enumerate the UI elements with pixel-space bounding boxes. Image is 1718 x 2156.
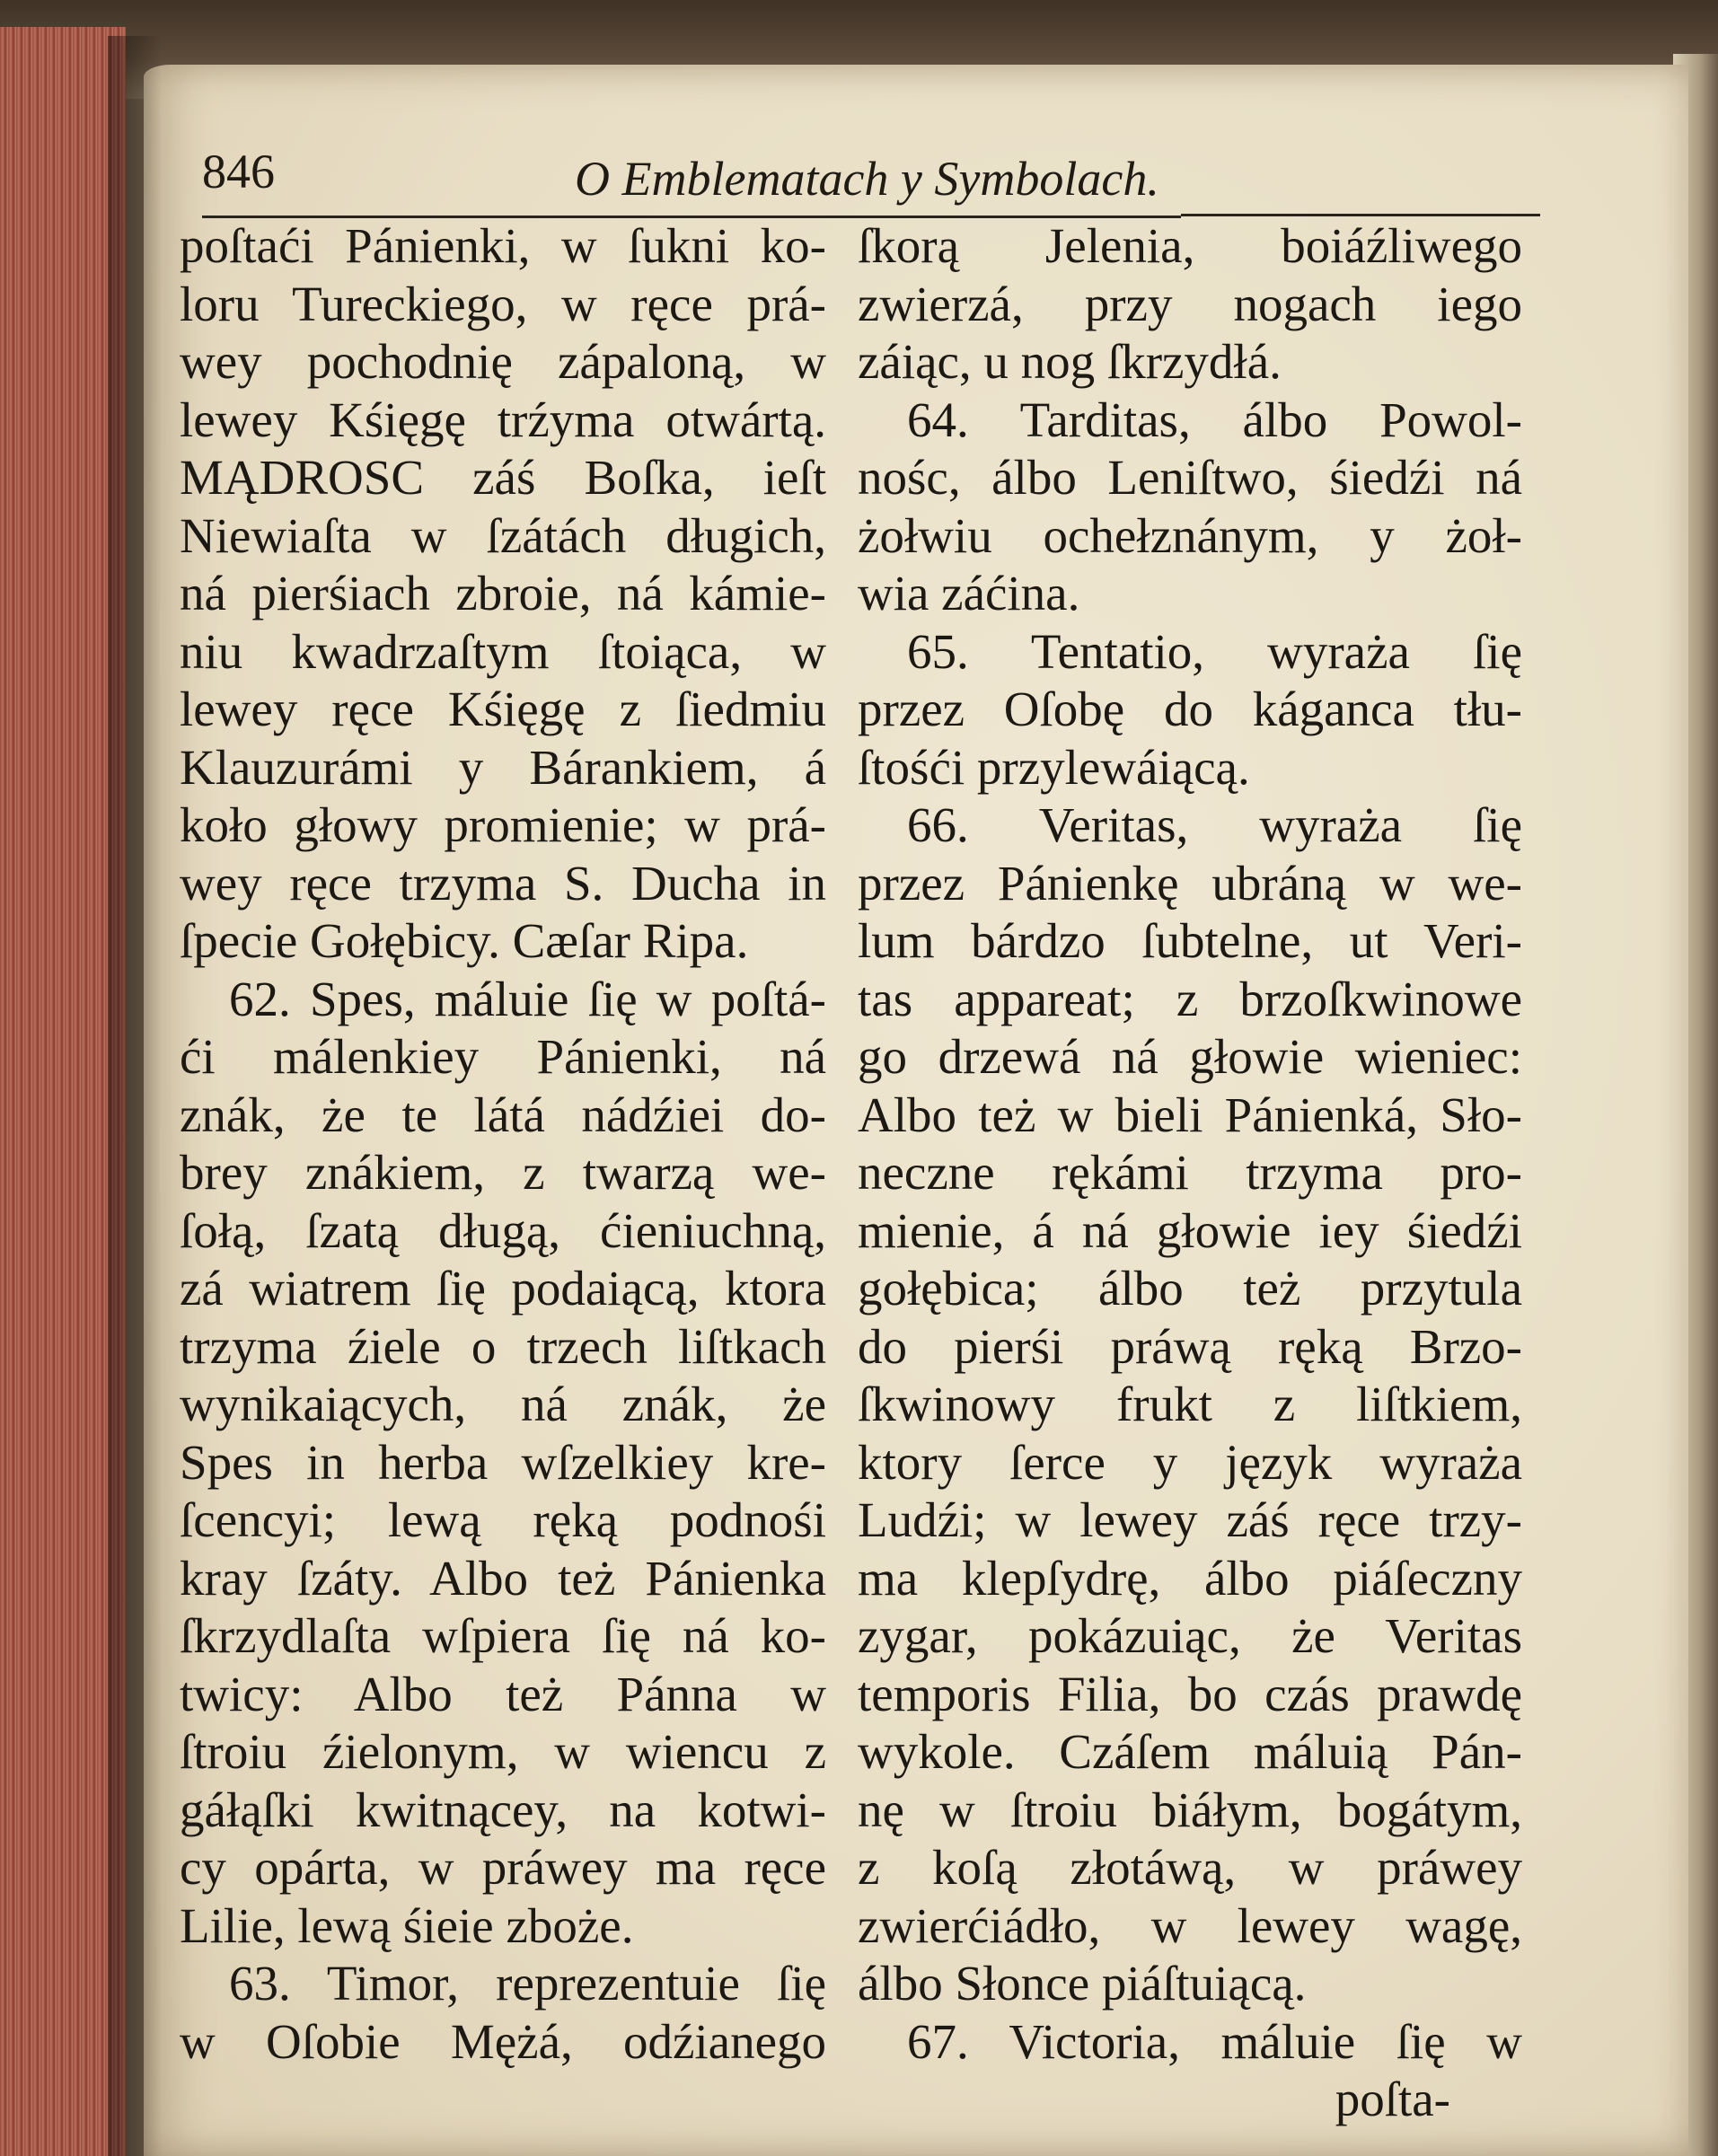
text-line: MĄDROSC záś Boſka, ieſt (180, 450, 826, 505)
text-line: Lilie, lewą śieie zboże. (180, 1897, 634, 1953)
text-line: koło głowy promienie; w prá- (180, 797, 826, 852)
page-shadow (108, 36, 162, 2156)
page-header (202, 144, 1181, 218)
text-line: ći málenkiey Pánienki, ná (180, 1029, 826, 1084)
text-line: Spes in herba wſzelkiey kre- (180, 1434, 826, 1490)
running-title: O Emblematach y Symbolach. (575, 152, 1159, 206)
text-line: wia záćina. (858, 566, 1080, 620)
right-column (858, 217, 1522, 2129)
text-line: ſtośći przylewáiącą. (858, 739, 1250, 795)
page-number: 846 (202, 145, 275, 198)
text-line: kray ſzáty. Albo też Pánienka (180, 1550, 826, 1606)
text-line: záiąc, u nog ſkrzydłá. (858, 334, 1282, 389)
text-line: 64. Tarditas, álbo Powol- (907, 392, 1522, 447)
text-line: wykole. Czáſem máluią Pán- (858, 1724, 1522, 1779)
text-line: cy opárta, w práwey ma ręce (180, 1840, 826, 1895)
text-line: wey pochodnię zápaloną, w (180, 334, 826, 389)
text-line: Albo też w bieli Pánienká, Sło- (858, 1087, 1522, 1142)
text-line: lum bárdzo ſubtelne, ut Veri- (858, 913, 1522, 968)
text-line: wynikaiących, ná znák, że (180, 1377, 826, 1431)
text-line: 66. Veritas, wyraża ſię (907, 797, 1522, 852)
text-line: zygar, pokázuiąc, że Veritas (858, 1608, 1522, 1663)
text-line: ná pierśiach zbroie, ná kámie- (180, 566, 826, 620)
text-line: przez Oſobę do káganca tłu- (858, 682, 1522, 736)
text-line: ſołą, ſzatą długą, ćieniuchną, (180, 1202, 826, 1258)
text-line: ſpecie Gołębicy. Cæſar Ripa. (180, 913, 749, 968)
left-column (180, 217, 826, 2071)
text-line: 62. Spes, máluie ſię w poſtá- (229, 971, 826, 1026)
text-line: gołębica; álbo też przytula (858, 1261, 1522, 1316)
text-line: znák, że te látá nádźiei do- (180, 1087, 826, 1142)
text-line: álbo Słonce piáſtuiącą. (858, 1956, 1307, 2011)
text-line: Niewiaſta w ſzátách długich, (180, 507, 826, 563)
text-line: wey ręce trzyma S. Ducha in (180, 855, 826, 911)
text-line: ſkorą Jelenia, boiáźliwego (858, 218, 1522, 273)
text-line: poſta- (1335, 2072, 1450, 2126)
text-line: ſcencyi; lewą ręką podnośi (180, 1492, 826, 1547)
text-line: lewey ręce Kśięgę z ſiedmiu (180, 682, 826, 736)
text-line: niu kwadrzaſtym ſtoiąca, w (180, 623, 826, 679)
text-line: ſtroiu źielonym, w wiencu z (180, 1724, 826, 1779)
text-line: zá wiatrem ſię podaiącą, ktora (180, 1261, 826, 1316)
page-edges (0, 27, 126, 2156)
text-line: zwierćiádło, w lewey wagę, (858, 1897, 1522, 1953)
text-line: nośc, álbo Leniſtwo, śiedźi ná (858, 450, 1522, 505)
text-line: zwierzá, przy nogach iego (858, 276, 1522, 331)
text-line: ma klepſydrę, álbo piáſeczny (858, 1550, 1522, 1606)
text-line: brey znákiem, z twarzą we- (180, 1145, 826, 1200)
text-line: tas appareat; z brzoſkwinowe (858, 971, 1522, 1026)
text-line: ſkwinowy frukt z liſtkiem, (858, 1377, 1522, 1431)
text-line: do pierśi práwą ręką Brzo- (858, 1318, 1522, 1374)
text-line: poſtaći Pánienki, w ſukni ko- (180, 218, 826, 273)
text-line: twicy: Albo też Pánna w (180, 1666, 826, 1721)
text-line: mienie, á ná głowie iey śiedźi (858, 1202, 1522, 1258)
text-line: Ludźi; w lewey záś ręce trzy- (858, 1492, 1522, 1547)
text-line: w Oſobie Mężá, odźianego (180, 2013, 826, 2069)
text-line: trzyma źiele o trzech liſtkach (180, 1318, 826, 1374)
text-line: gáłąſki kwitnącey, na kotwi- (180, 1782, 826, 1837)
text-line: temporis Filia, bo czás prawdę (858, 1666, 1522, 1721)
text-line: loru Tureckiego, w ręce prá- (180, 276, 826, 331)
header-rule (1181, 214, 1540, 216)
text-line: Klauzurámi y Bárankiem, á (180, 739, 826, 795)
text-line: go drzewá ná głowie wieniec: (858, 1029, 1522, 1084)
text-line: lewey Kśięgę trźyma otwártą. (180, 392, 826, 447)
text-line: neczne rękámi trzyma pro- (858, 1145, 1522, 1200)
text-line: nę w ſtroiu biáłym, bogátym, (858, 1782, 1522, 1837)
text-line: 65. Tentatio, wyraża ſię (907, 623, 1522, 679)
text-line: 63. Timor, reprezentuie ſię (229, 1956, 826, 2011)
text-line: ktory ſerce y język wyraża (858, 1434, 1522, 1490)
text-line: ſkrzydlaſta wſpiera ſię ná ko- (180, 1608, 826, 1663)
text-line: z koſą złotáwą, w práwey (858, 1840, 1522, 1895)
text-line: 67. Victoria, máluie ſię w (907, 2013, 1522, 2069)
text-line: żołwiu ochełznánym, y żoł- (858, 507, 1522, 563)
text-line: przez Pánienkę ubráną w we- (858, 855, 1522, 911)
